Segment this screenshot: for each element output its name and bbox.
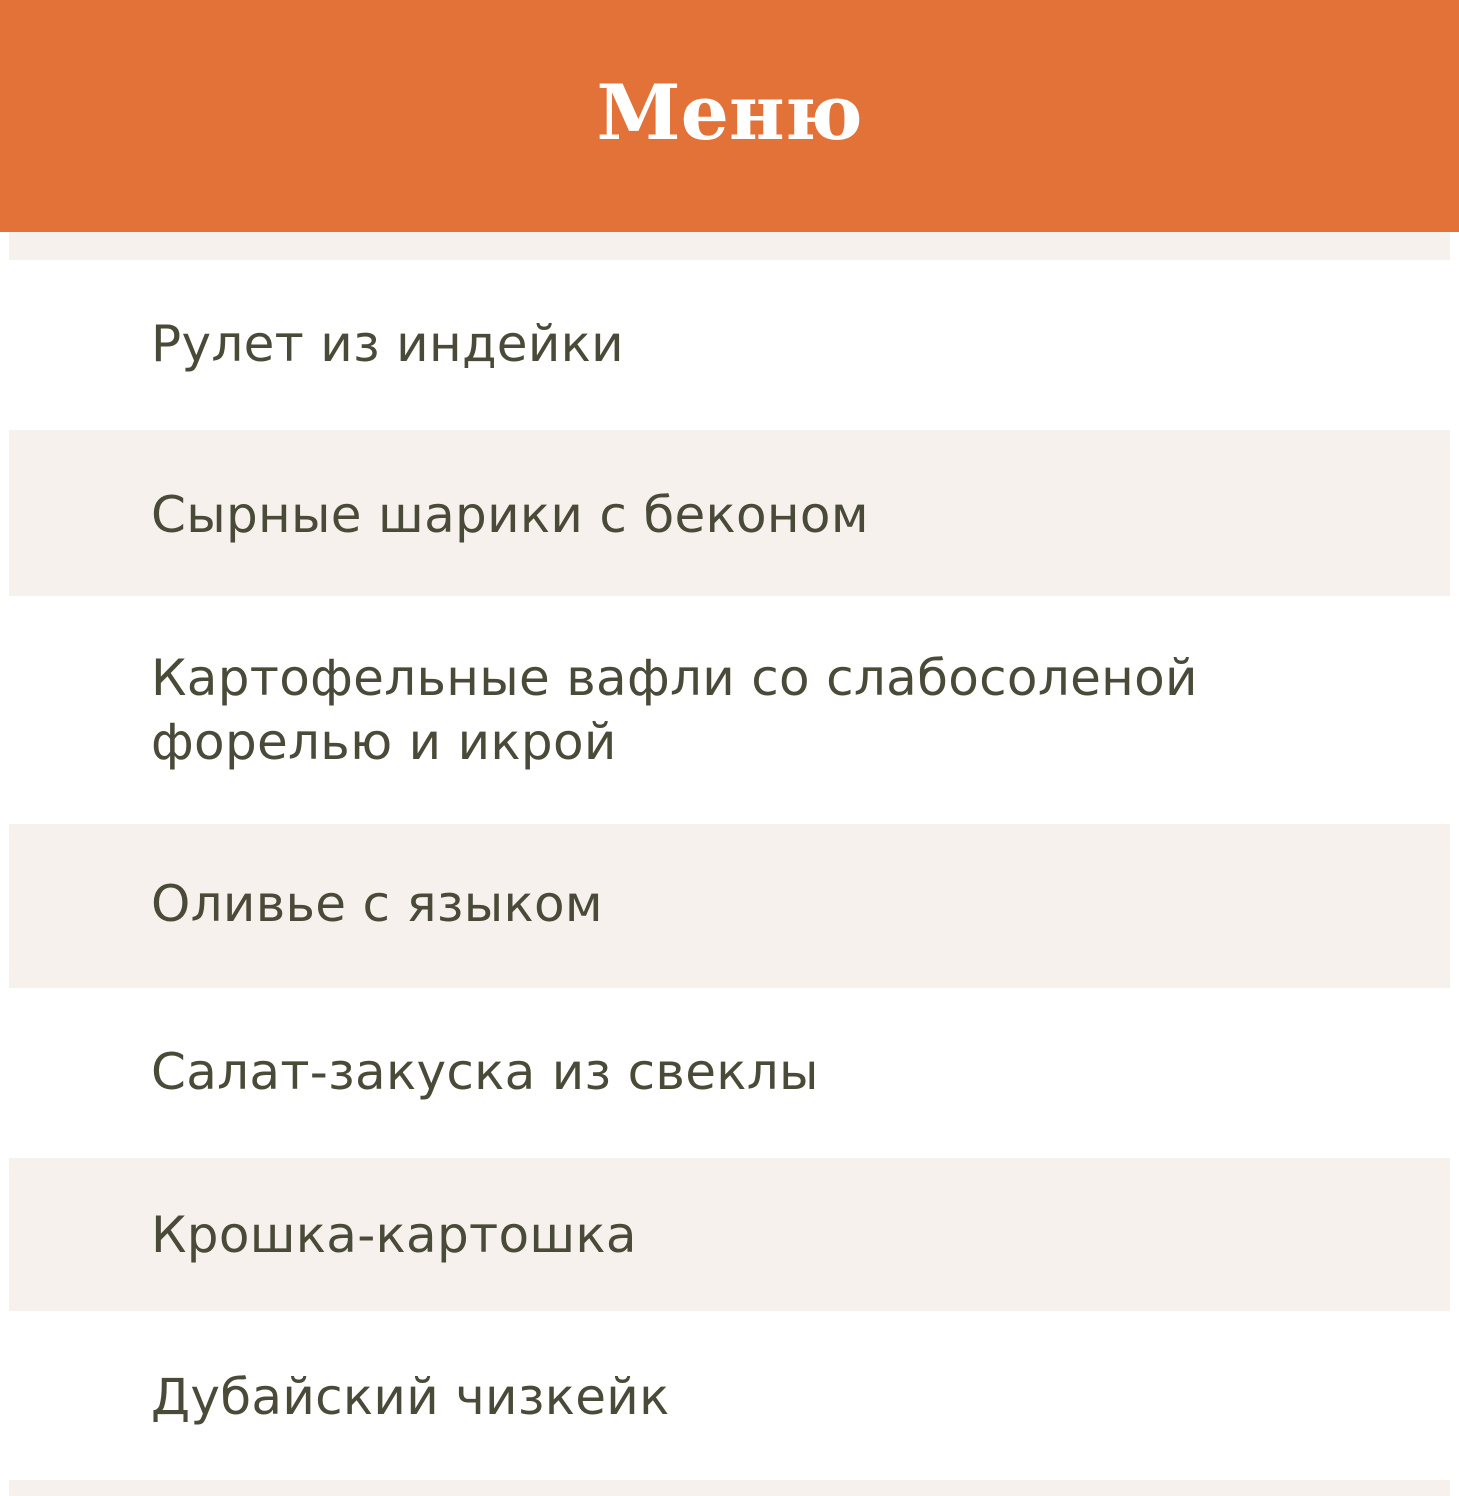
menu-header <box>0 0 1459 232</box>
menu-item-dubai-cheesecake: Дубайский чизкейк <box>151 1368 670 1426</box>
row-stripe <box>9 1480 1450 1496</box>
menu-item-cheese-balls: Сырные шарики с беконом <box>151 486 869 544</box>
menu-item-turkey-roll: Рулет из индейки <box>151 315 624 373</box>
menu-item-beet-salad: Салат-закуска из свеклы <box>151 1043 819 1101</box>
page-title: Меню <box>596 68 863 157</box>
row-stripe <box>9 232 1450 260</box>
menu-item-potato-waffles: Картофельные вафли со слабосоленой форелью и икрой <box>151 649 1198 771</box>
menu-item-olivier: Оливье с языком <box>151 875 603 933</box>
menu-item-kroshka-kartoshka: Крошка-картошка <box>151 1206 637 1264</box>
